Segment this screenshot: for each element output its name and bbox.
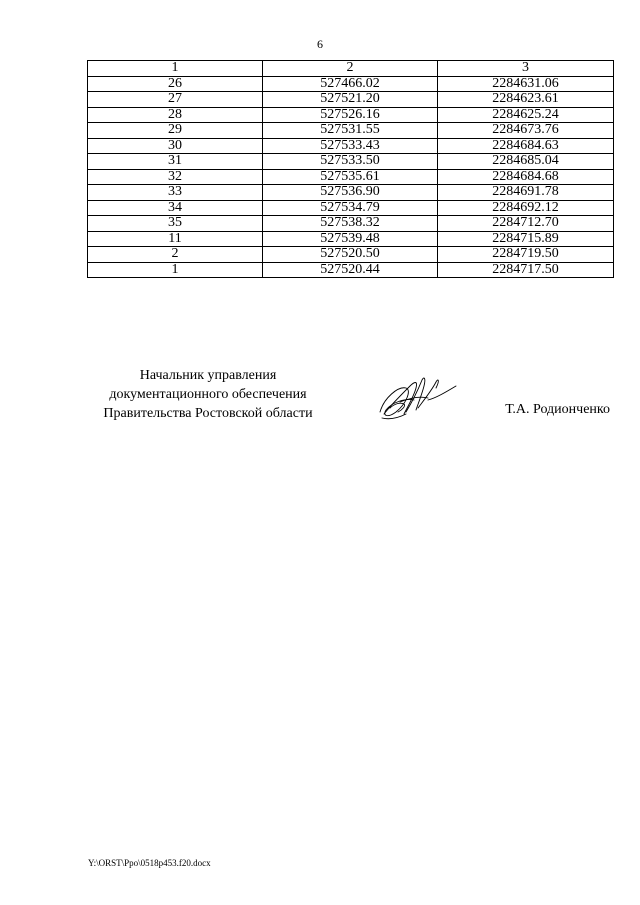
x-coordinate-cell: 527533.43: [263, 138, 438, 154]
y-coordinate-cell: 2284684.63: [438, 138, 614, 154]
x-coordinate-cell: 527535.61: [263, 169, 438, 185]
y-coordinate-cell: 2284712.70: [438, 216, 614, 232]
table-row: [88, 169, 614, 185]
x-coordinate-cell: 527539.48: [263, 231, 438, 247]
x-coordinate-cell: 527520.44: [263, 262, 438, 278]
column-header: 2: [263, 61, 438, 77]
x-coordinate-cell: 527534.79: [263, 200, 438, 216]
table-row: [88, 92, 614, 108]
signatory-title: [88, 366, 328, 423]
handwritten-signature: [376, 368, 460, 426]
y-coordinate-cell: 2284719.50: [438, 247, 614, 263]
y-coordinate-cell: 2284685.04: [438, 154, 614, 170]
point-number-cell: 1: [88, 262, 263, 278]
point-number-cell: 28: [88, 107, 263, 123]
table-row: [88, 247, 614, 263]
x-coordinate-cell: 527533.50: [263, 154, 438, 170]
y-coordinate-cell: 2284717.50: [438, 262, 614, 278]
x-coordinate-cell: 527531.55: [263, 123, 438, 139]
point-number-cell: 31: [88, 154, 263, 170]
y-coordinate-cell: 2284623.61: [438, 92, 614, 108]
x-coordinate-cell: 527538.32: [263, 216, 438, 232]
point-number-cell: 32: [88, 169, 263, 185]
x-coordinate-cell: 527520.50: [263, 247, 438, 263]
coordinates-table-body: [88, 61, 614, 278]
y-coordinate-cell: 2284715.89: [438, 231, 614, 247]
table-row: [88, 200, 614, 216]
x-coordinate-cell: 527521.20: [263, 92, 438, 108]
y-coordinate-cell: 2284631.06: [438, 76, 614, 92]
point-number-cell: 35: [88, 216, 263, 232]
table-row: [88, 154, 614, 170]
table-row: [88, 138, 614, 154]
y-coordinate-cell: 2284684.68: [438, 169, 614, 185]
point-number-cell: 26: [88, 76, 263, 92]
x-coordinate-cell: 527466.02: [263, 76, 438, 92]
x-coordinate-cell: 527526.16: [263, 107, 438, 123]
y-coordinate-cell: 2284625.24: [438, 107, 614, 123]
point-number-cell: 30: [88, 138, 263, 154]
table-row: [88, 262, 614, 278]
y-coordinate-cell: 2284692.12: [438, 200, 614, 216]
table-row: [88, 107, 614, 123]
point-number-cell: 29: [88, 123, 263, 139]
table-row: [88, 185, 614, 201]
page-number: 6: [317, 37, 323, 51]
y-coordinate-cell: 2284691.78: [438, 185, 614, 201]
table-row: [88, 76, 614, 92]
point-number-cell: 2: [88, 247, 263, 263]
y-coordinate-cell: 2284673.76: [438, 123, 614, 139]
table-row: [88, 231, 614, 247]
column-header: 3: [438, 61, 614, 77]
point-number-cell: 33: [88, 185, 263, 201]
signatory-title-line: документационного обеспечения: [109, 387, 307, 402]
signatory-title-line: Правительства Ростовской области: [103, 406, 313, 421]
table-header-row: [88, 61, 614, 77]
signatory-title-line: Начальник управления: [139, 368, 277, 383]
table-row: [88, 123, 614, 139]
table-row: [88, 216, 614, 232]
point-number-cell: 34: [88, 200, 263, 216]
file-path-footer: Y:\ORST\Ppo\0518p453.f20.docx: [88, 858, 211, 868]
coordinates-table: [87, 60, 614, 278]
point-number-cell: 27: [88, 92, 263, 108]
signatory-name: Т.А. Родионченко: [505, 402, 610, 417]
x-coordinate-cell: 527536.90: [263, 185, 438, 201]
point-number-cell: 11: [88, 231, 263, 247]
column-header: 1: [88, 61, 263, 77]
